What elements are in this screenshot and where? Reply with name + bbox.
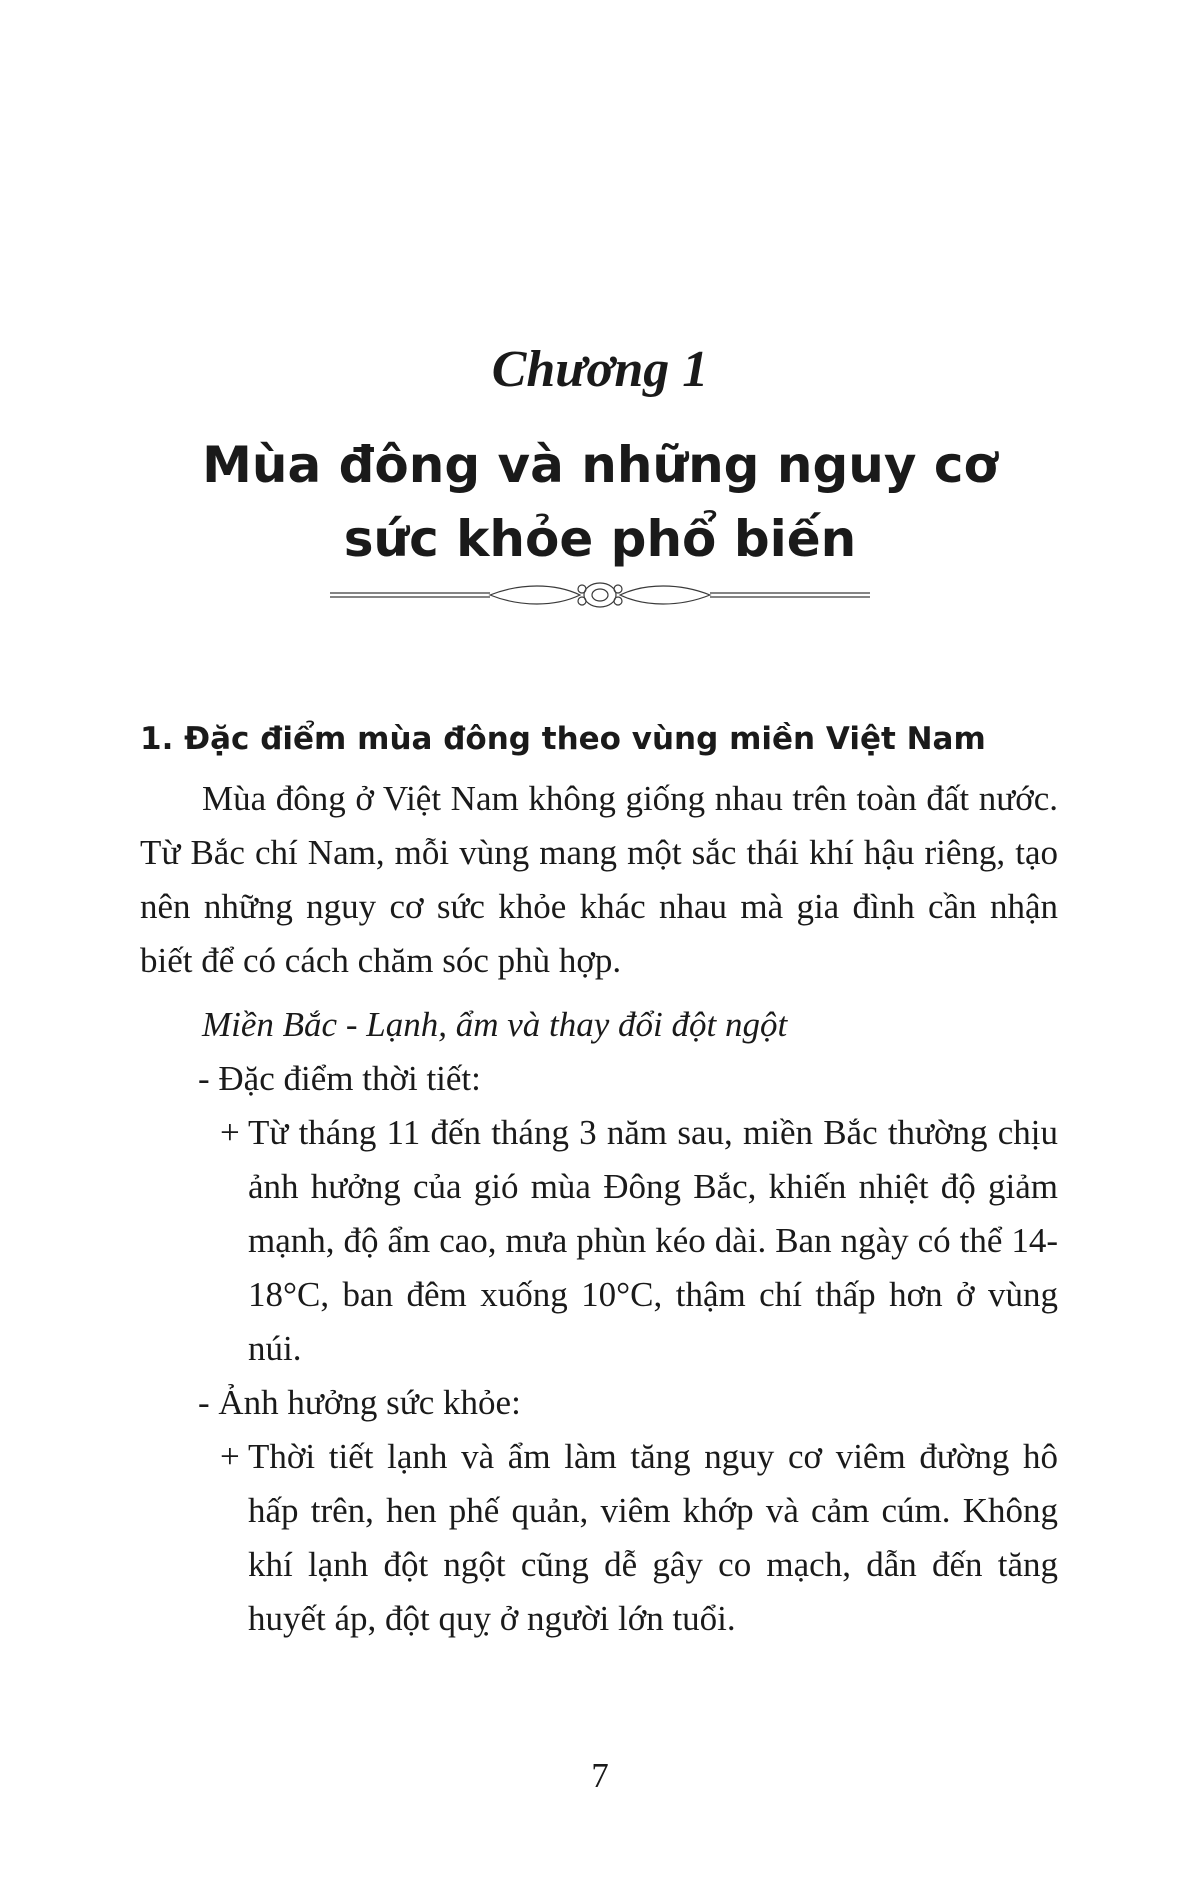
chapter-title-line-1: Mùa đông và những nguy cơ [202, 436, 998, 494]
weather-list-item [220, 1106, 1058, 1376]
plus-bullet: + [220, 1437, 240, 1476]
health-label: - Ảnh hưởng sức khỏe: [198, 1383, 521, 1422]
weather-text: Từ tháng 11 đến tháng 3 năm sau, miền Bắc thường chịu ảnh hưởng của gió mùa Đông Bắc, khiến nhiệt độ giảm mạnh, độ ẩm cao, mưa phùn kéo dài. Ban ngày có thể 14-18°C, ban đêm xuống 10°C, thậm chí thấp hơn ở vùng núi. [248, 1113, 1058, 1368]
health-text: Thời tiết lạnh và ẩm làm tăng nguy cơ viêm đường hô hấp trên, hen phế quản, viêm khớp và cảm cúm. Không khí lạnh đột ngột cũng dễ gây co mạch, dẫn đến tăng huyết áp, đột quỵ ở người lớn tuổi. [248, 1437, 1058, 1638]
region-subheading: Miền Bắc - Lạnh, ẩm và thay đổi đột ngột [202, 1005, 788, 1044]
chapter-title-line-2: sức khỏe phổ biến [343, 510, 857, 568]
chapter-label: Chương 1 [491, 341, 709, 398]
section-heading: 1. Đặc điểm mùa đông theo vùng miền Việt Nam [140, 721, 986, 757]
ornament-divider-icon [330, 575, 870, 615]
plus-bullet: + [220, 1113, 240, 1152]
intro-paragraph: Mùa đông ở Việt Nam không giống nhau trên toàn đất nước. Từ Bắc chí Nam, mỗi vùng mang một sắc thái khí hậu riêng, tạo nên những nguy cơ sức khỏe khác nhau mà gia đình cần nhận biết để có cách chăm sóc phù hợp. [140, 779, 1058, 980]
weather-label: - Đặc điểm thời tiết: [198, 1059, 481, 1098]
chapter-title [0, 428, 1200, 576]
health-list-item [220, 1430, 1058, 1646]
page-number: 7 [591, 1756, 609, 1795]
